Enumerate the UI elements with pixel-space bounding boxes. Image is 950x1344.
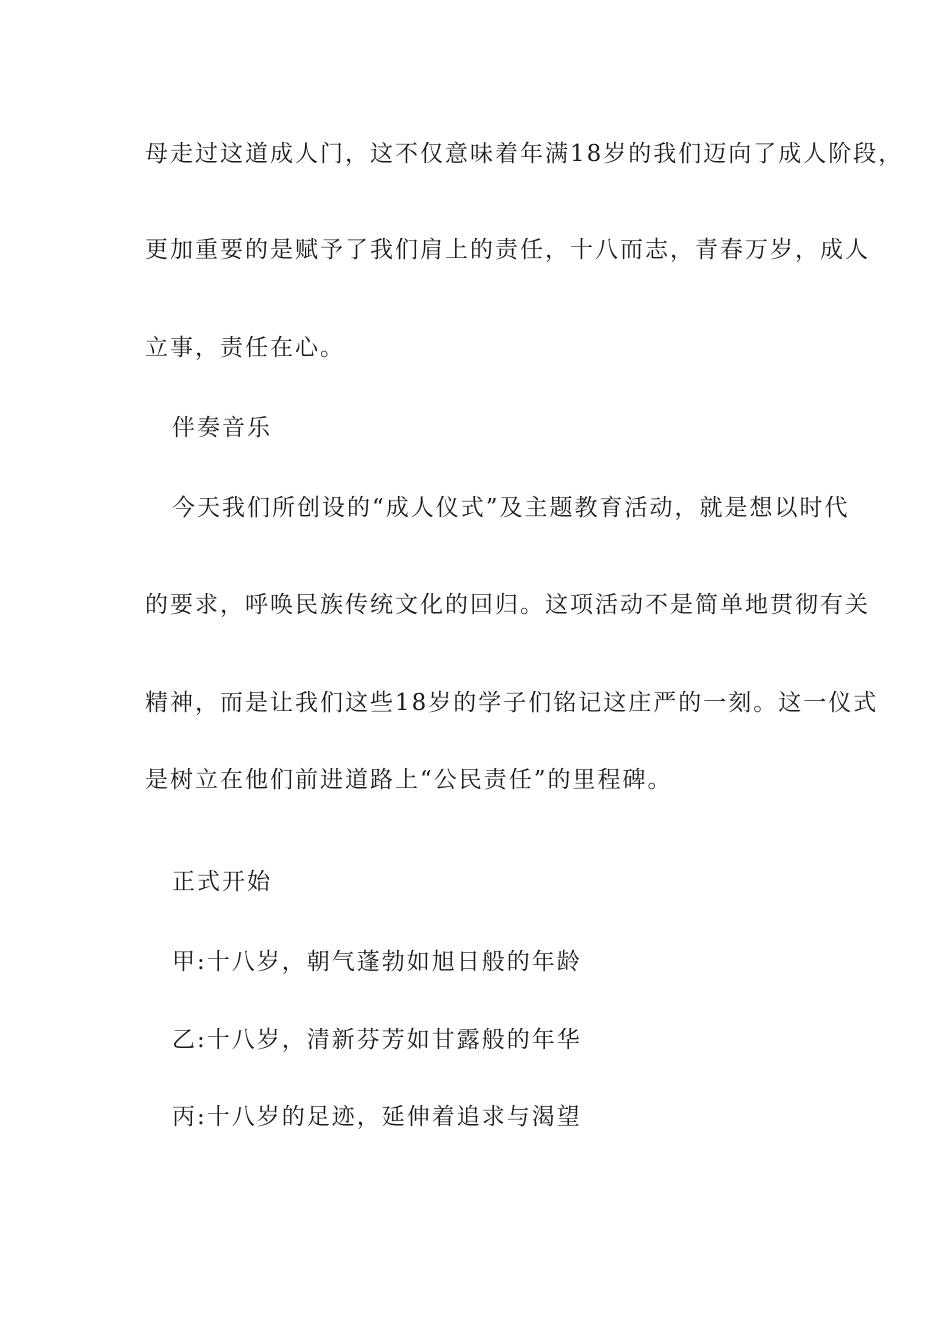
text-line: 母走过这道成人门，这不仅意味着年满18岁的我们迈向了成人阶段， — [145, 141, 904, 167]
text-line: 是树立在他们前进道路上“公民责任”的里程碑。 — [145, 767, 673, 793]
text-line: 精神，而是让我们这些18岁的学子们铭记这庄严的一刻。这一仪式 — [145, 690, 879, 716]
text-line: 更加重要的是赋予了我们肩上的责任，十八而志，青春万岁，成人 — [145, 237, 870, 263]
dialogue-line: 丙:十八岁的足迹，延伸着追求与渴望 — [172, 1104, 582, 1130]
section-heading: 正式开始 — [172, 869, 272, 895]
dialogue-line: 甲:十八岁，朝气蓬勃如旭日般的年龄 — [172, 949, 582, 975]
text-line: 的要求，呼唤民族传统文化的回归。这项活动不是简单地贯彻有关 — [145, 592, 870, 618]
dialogue-line: 乙:十八岁，清新芬芳如甘露般的年华 — [172, 1027, 582, 1053]
text-line: 立事，责任在心。 — [145, 335, 345, 361]
text-line: 今天我们所创设的“成人仪式”及主题教育活动，就是想以时代 — [172, 495, 850, 521]
section-heading: 伴奏音乐 — [172, 415, 272, 441]
